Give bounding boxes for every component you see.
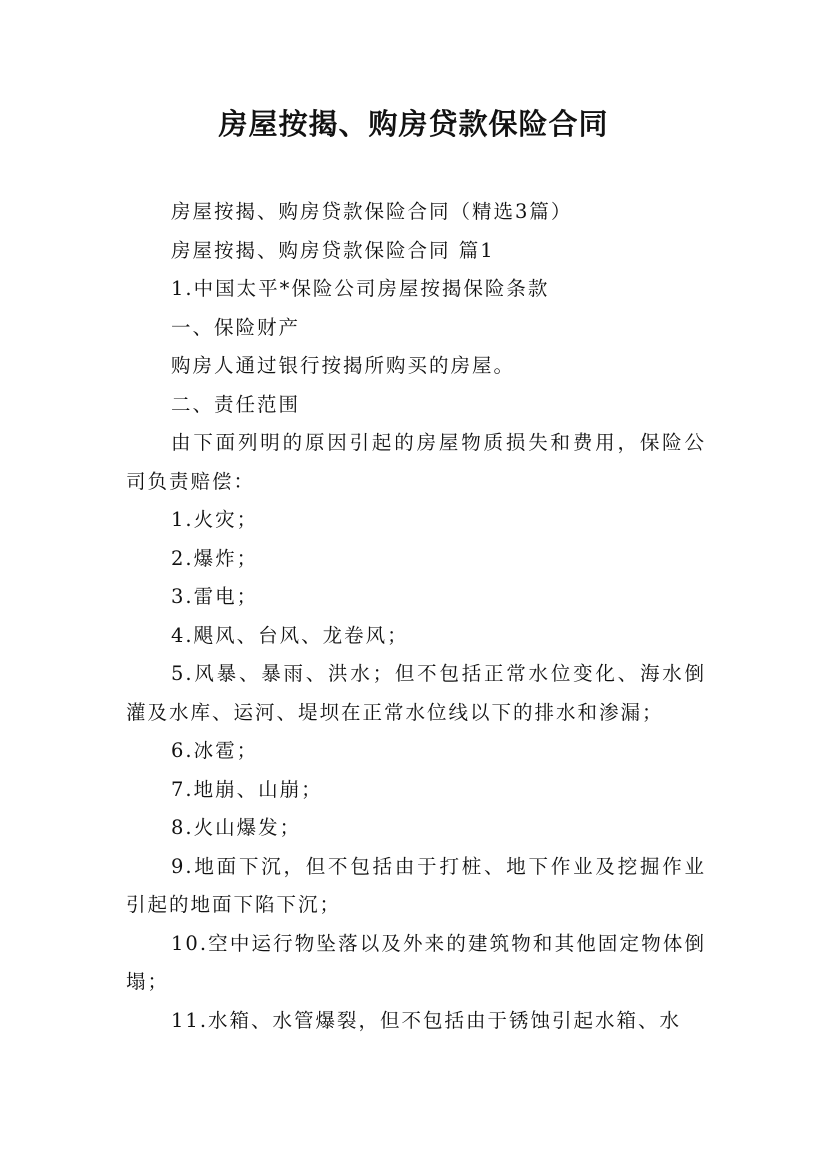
paragraph: 3.雷电；: [171, 585, 259, 608]
paragraph: 购房人通过银行按揭所购买的房屋。: [171, 354, 516, 377]
paragraph: 10.空中运行物坠落以及外来的建筑物和其他固定物体倒塌；: [126, 931, 706, 993]
paragraph: 11.水箱、水管爆裂，但不包括由于锈蚀引起水箱、水: [171, 1008, 682, 1032]
paragraph: 一、保险财产: [171, 315, 301, 339]
paragraph: 房屋按揭、购房贷款保险合同 篇1: [171, 238, 495, 262]
paragraph: 6.冰雹；: [171, 739, 259, 762]
paragraph: 4.飓风、台风、龙卷风；: [171, 623, 409, 647]
paragraph: 2.爆炸；: [171, 546, 259, 570]
paragraph: 房屋按揭、购房贷款保险合同（精选3篇）: [171, 200, 573, 223]
paragraph: 由下面列明的原因引起的房屋物质损失和费用，保险公司负责赔偿：: [126, 431, 706, 493]
paragraph: 5.风暴、暴雨、洪水；但不包括正常水位变化、海水倒灌及水库、运河、堤坝在正常水位线以下的排水和渗漏；: [126, 662, 706, 724]
paragraph: 9.地面下沉，但不包括由于打桩、地下作业及挖掘作业引起的地面下陷下沉；: [126, 854, 706, 916]
document-title: 房屋按揭、购房贷款保险合同: [218, 107, 609, 141]
paragraph: 1.火灾；: [171, 508, 259, 531]
document-body: [126, 193, 706, 1040]
paragraph: 1.中国太平*保险公司房屋按揭保险条款: [171, 277, 550, 300]
paragraph: 8.火山爆发；: [171, 816, 302, 839]
paragraph: 二、责任范围: [171, 392, 301, 416]
paragraph: 7.地崩、山崩；: [171, 777, 323, 801]
